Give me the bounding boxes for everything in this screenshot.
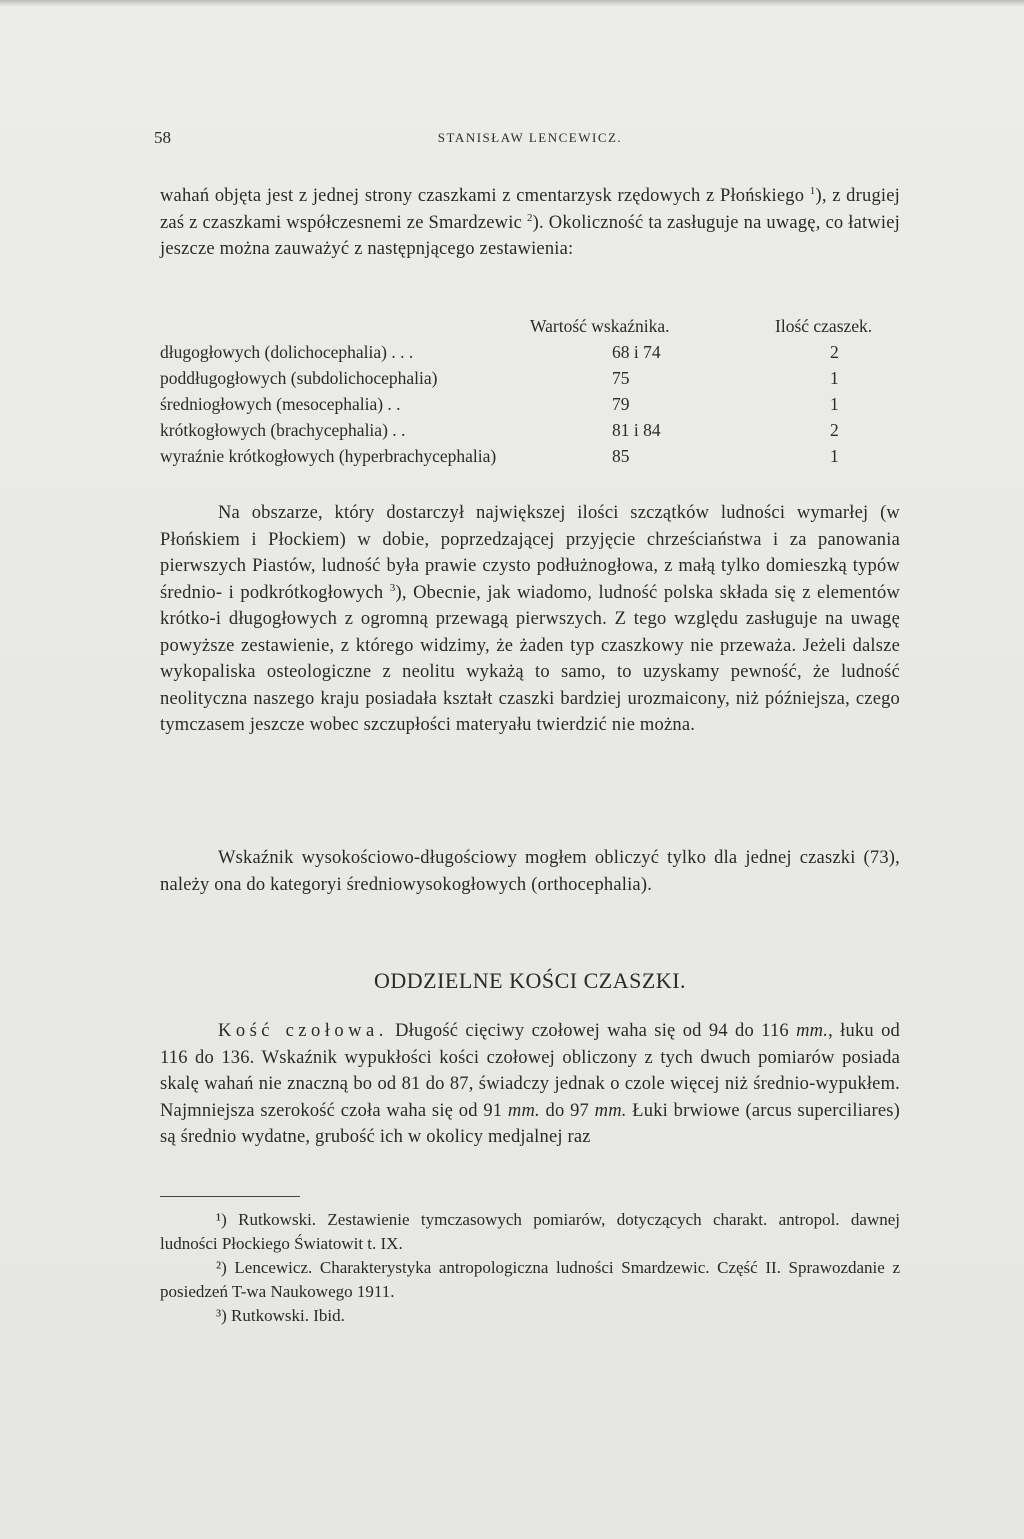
para4-text-3: do 97 xyxy=(539,1100,595,1121)
row-count: 2 xyxy=(830,420,839,440)
paragraph-4 xyxy=(160,1018,900,1151)
page-number: 58 xyxy=(154,128,171,147)
row-value: 81 i 84 xyxy=(612,420,661,440)
footnote-text: Lencewicz. Charakterystyka antropologiczna ludności Smardzewic. Część II. Sprawozdanie z posiedzeń T-wa Naukowego 1911. xyxy=(160,1258,900,1301)
para2-text-b: ), Obecnie, jak wiadomo, ludność polska składa się z elementów krótko-i długogłowych z ogromną przewagą pierwszych. Z tego względu zasługuje na uwagę powyższe zestawienie, z którego widzimy, że żaden typ czaszkowy nie przeważa. Jeżeli dalsze wykopaliska osteologiczne z neolitu wykażą to samo, to uzyskamy pewność, że ludność neolityczna naszego kraju posiadała kształt czaszki bardziej urozmaicony, niż późniejsza, czego tymczasem jeszcze wobec szczupłości materyału twierdzić nie można. xyxy=(160,582,901,735)
footnote-2 xyxy=(160,1256,900,1304)
intro-text-b: ), z drugiej zaś z czaszkami współczesnemi ze Smardzewic xyxy=(160,186,900,233)
intro-text-c: ). Okoliczność ta zasługuje na uwagę, co łatwiej jeszcze można zauważyć z następnjącego zestawienia: xyxy=(160,212,900,259)
row-count: 2 xyxy=(830,342,839,362)
row-label: długogłowych (dolichocephalia) . . . xyxy=(160,342,414,362)
para4-text-2: , łuku od 116 do 136. Wskaźnik wypukłości kości czołowej obliczony z tych dwuch pomiarów posiada skalę wahań nie znaczną bo od 81 do 87, świadczy jednak o czole więcej niż średnio-wypukłem. Najmniejsza szerokość czoła waha się od 91 xyxy=(160,1021,900,1121)
footnote-mark: ³) xyxy=(216,1306,227,1325)
unit-mm: mm. xyxy=(594,1100,627,1121)
scan-edge xyxy=(0,0,1024,6)
index-table xyxy=(160,313,900,469)
para4-text-4: Łuki brwiowe (arcus superciliares) są średnio wydatne, grubość ich w okolicy medjalnej raz xyxy=(160,1100,900,1147)
column-header-count: Ilość czaszek. xyxy=(775,316,873,336)
row-label: krótkogłowych (brachycephalia) . . xyxy=(160,420,406,440)
para3-text: Wskaźnik wysokościowo-długościowy mogłem obliczyć tylko dla jednej czaszki (73), należy ona do kategoryi średniowysokogłowych (orthocephalia). xyxy=(160,848,900,895)
row-value: 68 i 74 xyxy=(612,342,661,362)
row-label: poddługogłowych (subdolichocephalia) xyxy=(160,368,438,388)
footnote-divider xyxy=(160,1196,300,1197)
table-row xyxy=(160,417,900,443)
footnote-1 xyxy=(160,1208,900,1256)
footnote-text: Rutkowski. Ibid. xyxy=(226,1306,345,1325)
footnote-ref-1: 1 xyxy=(809,184,816,197)
row-value: 75 xyxy=(612,368,630,388)
row-value: 79 xyxy=(612,394,630,414)
footnotes xyxy=(160,1208,900,1328)
footnote-ref-3: 3 xyxy=(389,581,396,594)
footnote-text: Rutkowski. Zestawienie tymczasowych pomiarów, dotyczących charakt. antropol. dawnej ludności Płockiego Światowit t. IX. xyxy=(160,1210,900,1253)
para4-text-1: Długość cięciwy czołowej waha się od 94 do 116 xyxy=(387,1021,797,1041)
section-title: ODDZIELNE KOŚCI CZASZKI. xyxy=(373,968,687,993)
column-header-value: Wartość wskaźnika. xyxy=(530,316,670,336)
running-head: STANISŁAW LENCEWICZ. xyxy=(437,130,623,145)
intro-text-a: wahań objęta jest z jednej strony czaszkami z cmentarzysk rzędowych z Płońskiego xyxy=(160,186,810,206)
spaced-lead: Kość czołowa. xyxy=(218,1021,388,1041)
table-header-row xyxy=(160,313,900,339)
row-count: 1 xyxy=(830,394,839,414)
table-row xyxy=(160,443,900,469)
row-count: 1 xyxy=(830,368,839,388)
page-header xyxy=(154,128,900,152)
footnote-mark: ¹) xyxy=(216,1210,227,1229)
row-label: średniogłowych (mesocephalia) . . xyxy=(160,394,401,414)
paragraph-3 xyxy=(160,845,900,898)
intro-paragraph xyxy=(160,183,900,263)
row-label: wyraźnie krótkogłowych (hyperbrachycephalia) xyxy=(160,446,497,466)
footnote-mark: ²) xyxy=(216,1258,227,1277)
footnote-ref-2: 2 xyxy=(526,211,533,224)
para2-text-a: Na obszarze, który dostarczył największej ilości szczątków ludności wymarłej (w Płońskiem i Płockiem) w dobie, poprzedzającej przyjęcie chrześciaństwa i za panowania pierwszych Piastów, ludność była prawie czysto podłużnogłowa, z małą tylko domieszką typów średnio- i podkrótkogłowych xyxy=(160,503,900,603)
paragraph-2 xyxy=(160,500,900,739)
unit-mm: mm. xyxy=(796,1021,829,1041)
table-row xyxy=(160,365,900,391)
footnote-3 xyxy=(160,1304,900,1328)
row-count: 1 xyxy=(830,446,839,466)
unit-mm: mm. xyxy=(507,1100,540,1121)
table-row xyxy=(160,391,900,417)
table-row xyxy=(160,339,900,365)
row-value: 85 xyxy=(612,446,630,466)
